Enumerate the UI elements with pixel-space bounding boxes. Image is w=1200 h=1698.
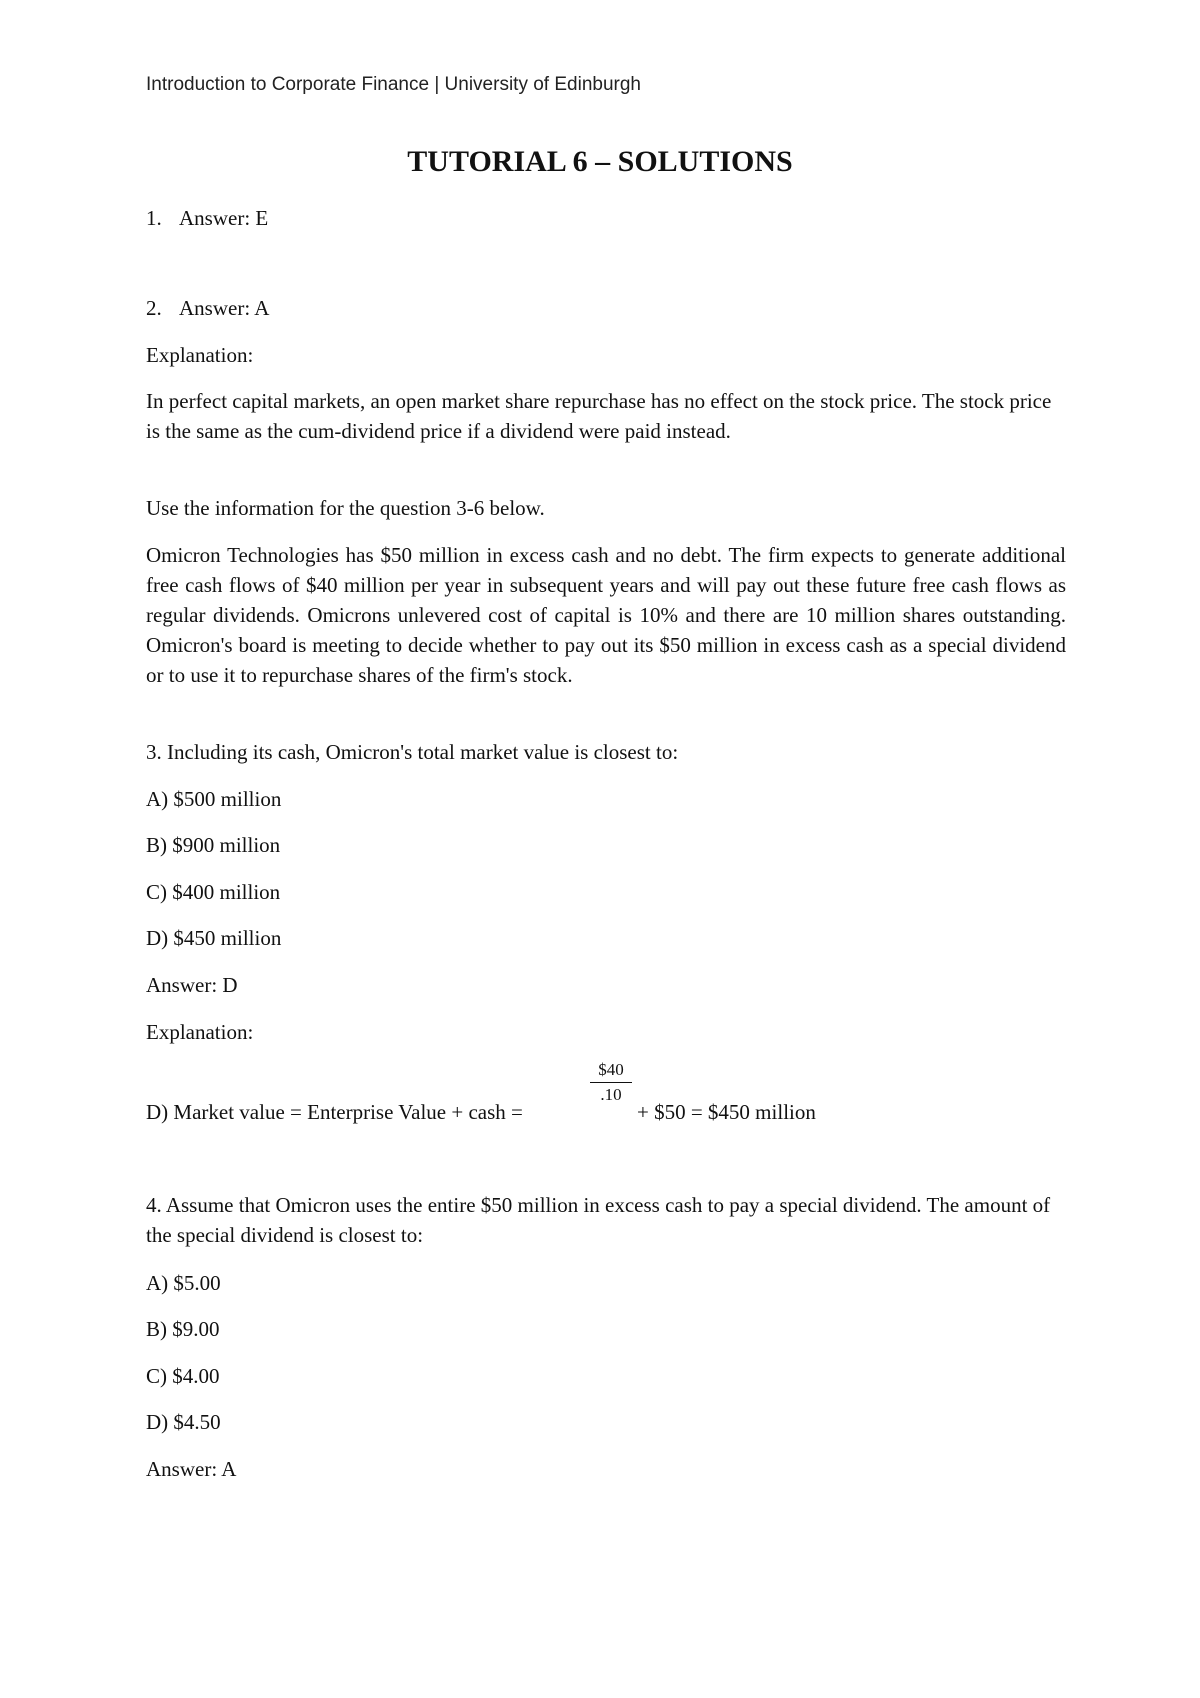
q3-formula-denominator: .10 <box>600 1085 622 1104</box>
q4-answer: Answer: A <box>146 1457 237 1481</box>
q4-option-b: B) $9.00 <box>146 1317 220 1341</box>
q3-formula-fraction <box>590 1060 632 1105</box>
q3-formula-lhs: D) Market value = Enterprise Value + cash = <box>146 1100 523 1124</box>
context-paragraph: Omicron Technologies has $50 million in excess cash and no debt. The firm expects to generate additional free cash flows of $40 million per year in subsequent years and will pay out these future free cash flows as regular dividends. Omicrons unlevered cost of capital is 10% and there are 10 million shares outstanding. Omicron's board is meeting to decide whether to pay out its $50 million in excess cash as a special dividend or to use it to repurchase shares of the firm's stock. <box>146 543 1066 687</box>
q1-answer: Answer: E <box>179 206 269 230</box>
q4-option-c: C) $4.00 <box>146 1364 220 1388</box>
q3-explanation-label: Explanation: <box>146 1020 254 1044</box>
q3-question: 3. Including its cash, Omicron's total market value is closest to: <box>146 740 679 764</box>
q2-answer-line <box>146 293 269 323</box>
q1-answer-line <box>146 203 268 233</box>
q2-number: 2. <box>146 296 162 320</box>
q2-explanation-label: Explanation: <box>146 343 254 367</box>
q3-option-c: C) $400 million <box>146 880 281 904</box>
q3-formula-numerator: $40 <box>598 1060 624 1079</box>
q4-option-d: D) $4.50 <box>146 1410 221 1434</box>
q3-option-d: D) $450 million <box>146 926 282 950</box>
q4-question: 4. Assume that Omicron uses the entire $50 million in excess cash to pay a special dividend. The amount of the special dividend is closest to: <box>146 1193 1051 1247</box>
page-header: Introduction to Corporate Finance | University of Edinburgh <box>146 74 641 95</box>
q3-option-b: B) $900 million <box>146 833 281 857</box>
context-intro: Use the information for the question 3-6 below. <box>146 496 545 520</box>
q3-formula-rhs: + $50 = $450 million <box>637 1100 816 1124</box>
page-title: TUTORIAL 6 – SOLUTIONS <box>407 145 793 178</box>
q2-explanation-text: In perfect capital markets, an open market share repurchase has no effect on the stock price. The stock price is the same as the cum-dividend price if a dividend were paid instead. <box>146 389 1052 443</box>
q1-number: 1. <box>146 206 162 230</box>
q3-answer: Answer: D <box>146 973 238 997</box>
q4-option-a: A) $5.00 <box>146 1271 221 1295</box>
q3-option-a: A) $500 million <box>146 787 282 811</box>
q2-answer: Answer: A <box>179 296 270 320</box>
